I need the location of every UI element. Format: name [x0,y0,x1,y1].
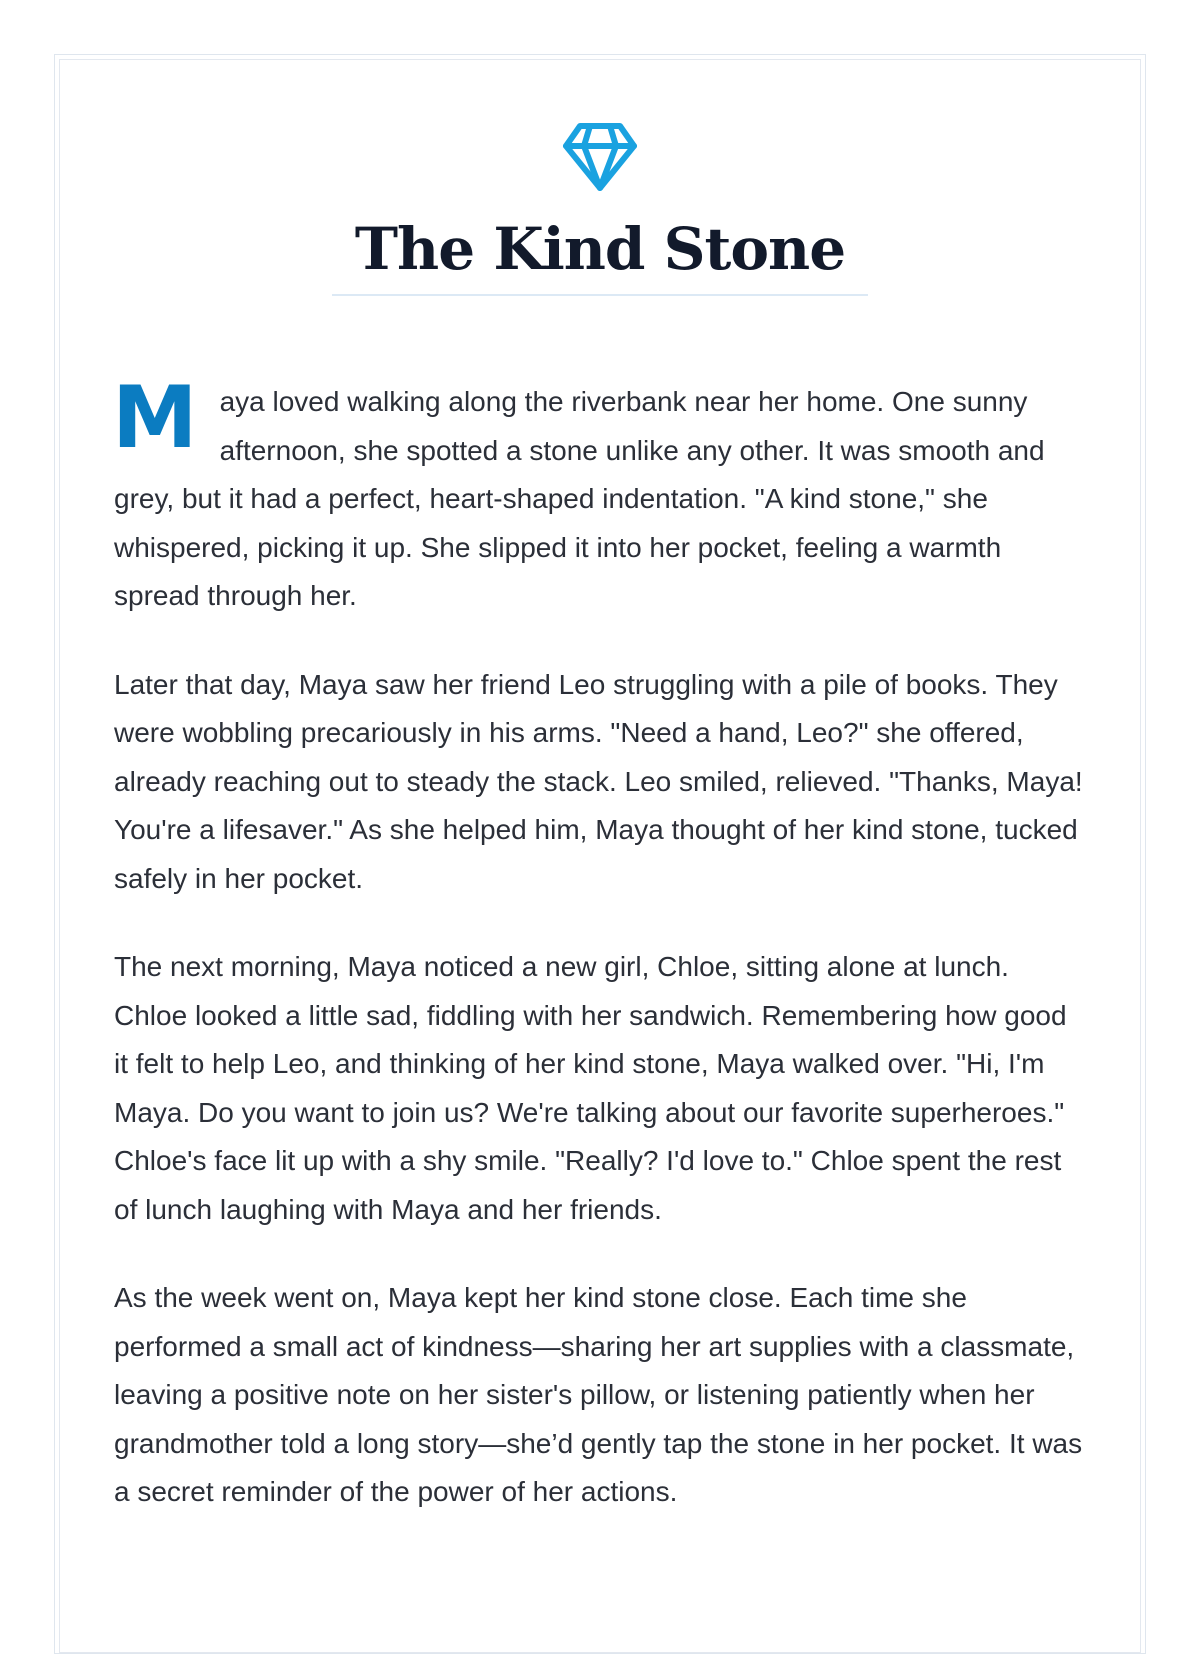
story-title: The Kind Stone [354,215,846,283]
gem-icon [562,120,638,192]
story-header [60,120,1140,296]
story-paragraph-4: As the week went on, Maya kept her kind stone close. Each time she performed a small act of kindness—sharing her art supplies with a classmate, leaving a positive note on her sister's pillow, or listening patiently when her grandmother told a long story—she’d gently tap the stone in her pocket. It was a secret reminder of the power of her actions. [114,1282,1083,1507]
title-divider [332,294,868,296]
story-paragraph-1 [112,368,1088,621]
story-paragraph-3: The next morning, Maya noticed a new girl, Chloe, sitting alone at lunch. Chloe looked a little sad, fiddling with her sandwich. Remembering how good it felt to help Leo, and thinking of her kind stone, Maya walked over. "Hi, I'm Maya. Do you want to join us? We're talking about our favorite superheroes." Chloe's face lit up with a shy smile. "Really? I'd love to." Chloe spent the rest of lunch laughing with Maya and her friends. [114,951,1067,1225]
paragraph-1-text: aya loved walking along the riverbank near her home. One sunny afternoon, she spotted a stone unlike any other. It was smooth and grey, but it had a perfect, heart-shaped indentation. "A kind stone," she whispered, picking it up. She slipped it into her pocket, feeling a warmth spread through her. [114,386,1045,611]
drop-cap: M [112,368,198,468]
story-paragraph-2: Later that day, Maya saw her friend Leo struggling with a pile of books. They were wobbling precariously in his arms. "Need a hand, Leo?" she offered, already reaching out to steady the stack. Leo smiled, relieved. "Thanks, Maya! You're a lifesaver." As she helped him, Maya thought of her kind stone, tucked safely in her pocket. [114,668,1083,894]
story-body [112,368,1088,1557]
story-card [54,54,1146,1654]
story-card-inner-border [59,59,1141,1653]
